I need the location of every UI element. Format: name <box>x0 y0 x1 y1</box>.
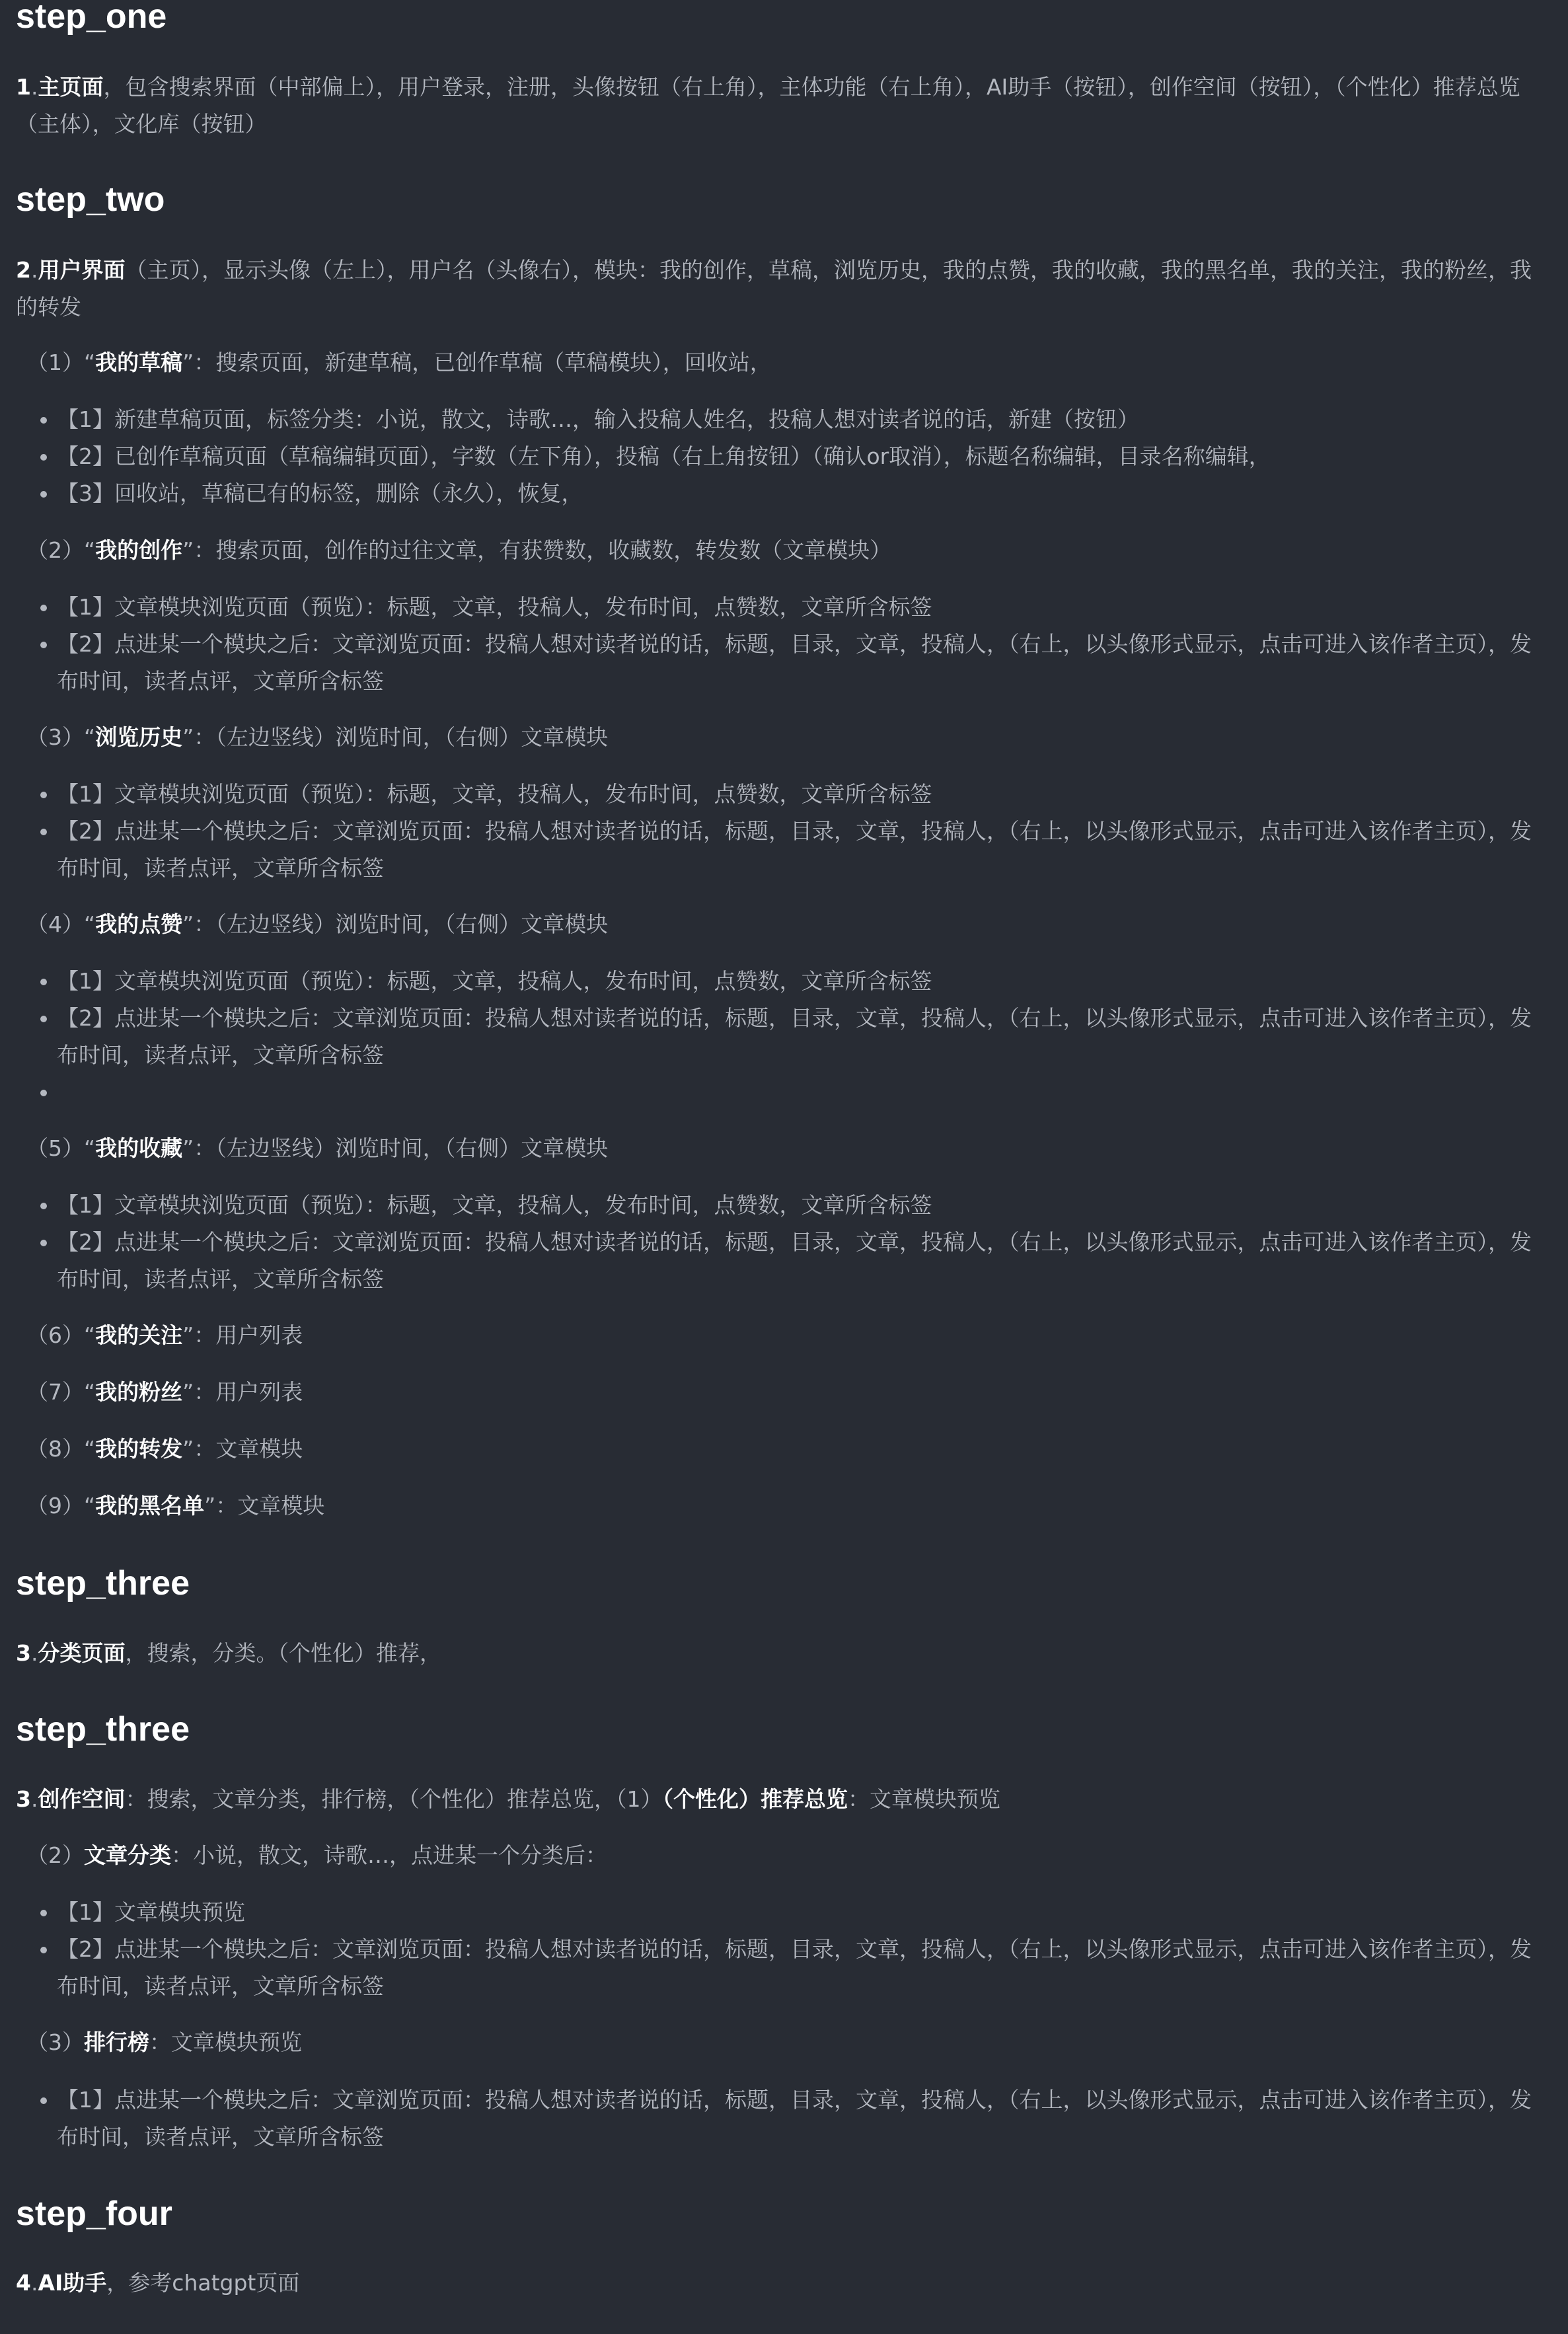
list-item: 【1】文章模块浏览页面（预览）：标题，文章，投稿人，发布时间，点赞数，文章所含标签 <box>16 776 1536 813</box>
subsection-title <box>26 344 1559 381</box>
sub-prefix: （3）“ <box>26 724 96 750</box>
sub-text: ”：（左边竖线）浏览时间，（右侧）文章模块 <box>182 1135 609 1161</box>
list-item: 【1】文章模块预览 <box>16 1894 1536 1931</box>
sub-title: 我的草稿 <box>95 350 183 375</box>
sub-text: ”：用户列表 <box>182 1379 303 1405</box>
intro-title: AI助手 <box>38 2270 107 2296</box>
intro-text-secondary: ：文章模块预览 <box>847 1786 1000 1812</box>
sub-prefix: （2）“ <box>26 537 96 563</box>
sub-text: ”：用户列表 <box>182 1322 303 1348</box>
sub-text: ”：（左边竖线）浏览时间，（右侧）文章模块 <box>182 724 609 750</box>
intro-text: ：搜索，文章分类，排行榜，（个性化）推荐总览，（1） <box>125 1786 663 1812</box>
sub-prefix: （5）“ <box>26 1135 96 1161</box>
intro-title: 用户界面 <box>38 257 126 283</box>
section-intro: 1.主页面，包含搜索界面（中部偏上），用户登录，注册，头像按钮（右上角），主体功能（右上角），AI助手（按钮），创作空间（按钮），（个性化）推荐总览（主体），文化库（按钮） <box>16 74 1520 137</box>
intro-text: ，参考chatgpt页面 <box>106 2270 300 2296</box>
subsection-title <box>26 532 1559 569</box>
sub-prefix: （7）“ <box>26 1379 96 1405</box>
subsection-title <box>26 1130 1559 1167</box>
intro-text: ，搜索，分类。（个性化）推荐， <box>125 1640 441 1666</box>
section-intro: 3.分类页面，搜索，分类。（个性化）推荐， <box>16 1640 441 1666</box>
subsection-title <box>26 2024 1559 2061</box>
sub-text: ”：文章模块 <box>204 1493 325 1519</box>
sub-title: 我的转发 <box>95 1436 183 1462</box>
sub-title: 文章分类 <box>84 1842 171 1868</box>
bullet-list <box>16 1894 1536 2005</box>
sub-prefix: （6）“ <box>26 1322 96 1348</box>
intro-text: ，包含搜索界面（中部偏上），用户登录，注册，头像按钮（右上角），主体功能（右上角），AI助手（按钮），创作空间（按钮），（个性化）推荐总览（主体），文化库（按钮） <box>16 74 1520 137</box>
section-heading: step_four <box>16 2195 172 2233</box>
section-intro: 4.AI助手，参考chatgpt页面 <box>16 2270 300 2296</box>
sub-text: ”：搜索页面，新建草稿，已创作草稿（草稿模块），回收站， <box>182 350 772 375</box>
bullet-list <box>16 2082 1536 2156</box>
list-item: 【1】文章模块浏览页面（预览）：标题，文章，投稿人，发布时间，点赞数，文章所含标签 <box>16 963 1536 1000</box>
list-item <box>16 1074 1536 1111</box>
intro-number: 3 <box>16 1786 31 1812</box>
sub-prefix: （8）“ <box>26 1436 96 1462</box>
subsection-title <box>26 1431 1559 1468</box>
subsection-title <box>26 1317 1559 1354</box>
sub-title: 我的粉丝 <box>95 1379 183 1405</box>
section-heading: step_one <box>16 0 167 36</box>
list-item: 【1】文章模块浏览页面（预览）：标题，文章，投稿人，发布时间，点赞数，文章所含标签 <box>16 589 1536 626</box>
section-heading: step_three <box>16 1710 190 1749</box>
list-item: 【2】点进某一个模块之后：文章浏览页面：投稿人想对读者说的话，标题，目录，文章，投稿人，（右上，以头像形式显示，点击可进入该作者主页），发布时间，读者点评，文章所含标签 <box>16 1000 1536 1074</box>
sub-title: 我的关注 <box>95 1322 183 1348</box>
section-heading: step_two <box>16 180 165 219</box>
sub-title: 我的收藏 <box>95 1135 183 1161</box>
list-item: 【2】点进某一个模块之后：文章浏览页面：投稿人想对读者说的话，标题，目录，文章，投稿人，（右上，以头像形式显示，点击可进入该作者主页），发布时间，读者点评，文章所含标签 <box>16 813 1536 887</box>
sub-prefix: （1）“ <box>26 350 96 375</box>
sub-title: 排行榜 <box>84 2029 149 2055</box>
subsection-title <box>26 1837 1559 1874</box>
sub-title: 我的点赞 <box>95 911 183 937</box>
bullet-list <box>16 776 1536 887</box>
intro-number: 3 <box>16 1640 31 1666</box>
list-item: 【2】已创作草稿页面（草稿编辑页面），字数（左下角），投稿（右上角按钮）（确认or取消），标题名称编辑，目录名称编辑， <box>16 438 1536 475</box>
sub-prefix: （4）“ <box>26 911 96 937</box>
section-intro: 3.创作空间：搜索，文章分类，排行榜，（个性化）推荐总览，（1）（个性化）推荐总览：文章模块预览 <box>16 1786 1000 1812</box>
list-item: 【1】文章模块浏览页面（预览）：标题，文章，投稿人，发布时间，点赞数，文章所含标签 <box>16 1187 1536 1224</box>
sub-title: 浏览历史 <box>95 724 183 750</box>
intro-text: （主页），显示头像（左上），用户名（头像右），模块：我的创作，草稿，浏览历史，我的点赞，我的收藏，我的黑名单，我的关注，我的粉丝，我的转发 <box>16 257 1532 320</box>
sub-text: ”：搜索页面，创作的过往文章，有获赞数，收藏数，转发数（文章模块） <box>182 537 892 563</box>
bullet-list <box>16 401 1536 512</box>
intro-title: 分类页面 <box>38 1640 126 1666</box>
sub-prefix: （9）“ <box>26 1493 96 1519</box>
section-intro: 2.用户界面（主页），显示头像（左上），用户名（头像右），模块：我的创作，草稿，浏览历史，我的点赞，我的收藏，我的黑名单，我的关注，我的粉丝，我的转发 <box>16 257 1532 320</box>
list-item: 【2】点进某一个模块之后：文章浏览页面：投稿人想对读者说的话，标题，目录，文章，投稿人，（右上，以头像形式显示，点击可进入该作者主页），发布时间，读者点评，文章所含标签 <box>16 1931 1536 2005</box>
sub-prefix: （3） <box>26 2029 84 2055</box>
subsection-title <box>26 719 1559 756</box>
bullet-list <box>16 1187 1536 1298</box>
list-item: 【3】回收站，草稿已有的标签，删除（永久），恢复， <box>16 475 1536 512</box>
subsection-title <box>26 1487 1559 1525</box>
sub-title: 我的创作 <box>95 537 183 563</box>
intro-title: 主页面 <box>38 74 104 100</box>
list-item: 【2】点进某一个模块之后：文章浏览页面：投稿人想对读者说的话，标题，目录，文章，投稿人，（右上，以头像形式显示，点击可进入该作者主页），发布时间，读者点评，文章所含标签 <box>16 1224 1536 1298</box>
section-heading: step_three <box>16 1564 190 1602</box>
intro-title-secondary: （个性化）推荐总览 <box>662 1786 848 1812</box>
intro-title: 创作空间 <box>38 1786 126 1812</box>
intro-number: 1 <box>16 74 31 100</box>
subsection-title <box>26 906 1559 943</box>
sub-text: ”：文章模块 <box>182 1436 303 1462</box>
intro-number: 2 <box>16 257 31 283</box>
list-item: 【2】点进某一个模块之后：文章浏览页面：投稿人想对读者说的话，标题，目录，文章，投稿人，（右上，以头像形式显示，点击可进入该作者主页），发布时间，读者点评，文章所含标签 <box>16 626 1536 700</box>
sub-text: ：小说，散文，诗歌…，点进某一个分类后： <box>171 1842 607 1868</box>
sub-title: 我的黑名单 <box>95 1493 205 1519</box>
subsection-title <box>26 1374 1559 1411</box>
bullet-list <box>16 963 1536 1111</box>
list-item: 【1】新建草稿页面，标签分类：小说，散文，诗歌…，输入投稿人姓名，投稿人想对读者说的话，新建（按钮） <box>16 401 1536 438</box>
sub-prefix: （2） <box>26 1842 84 1868</box>
list-item: 【1】点进某一个模块之后：文章浏览页面：投稿人想对读者说的话，标题，目录，文章，投稿人，（右上，以头像形式显示，点击可进入该作者主页），发布时间，读者点评，文章所含标签 <box>16 2082 1536 2156</box>
sub-text: ”：（左边竖线）浏览时间，（右侧）文章模块 <box>182 911 609 937</box>
sub-text: ：文章模块预览 <box>149 2029 302 2055</box>
bullet-list <box>16 589 1536 700</box>
intro-number: 4 <box>16 2270 31 2296</box>
